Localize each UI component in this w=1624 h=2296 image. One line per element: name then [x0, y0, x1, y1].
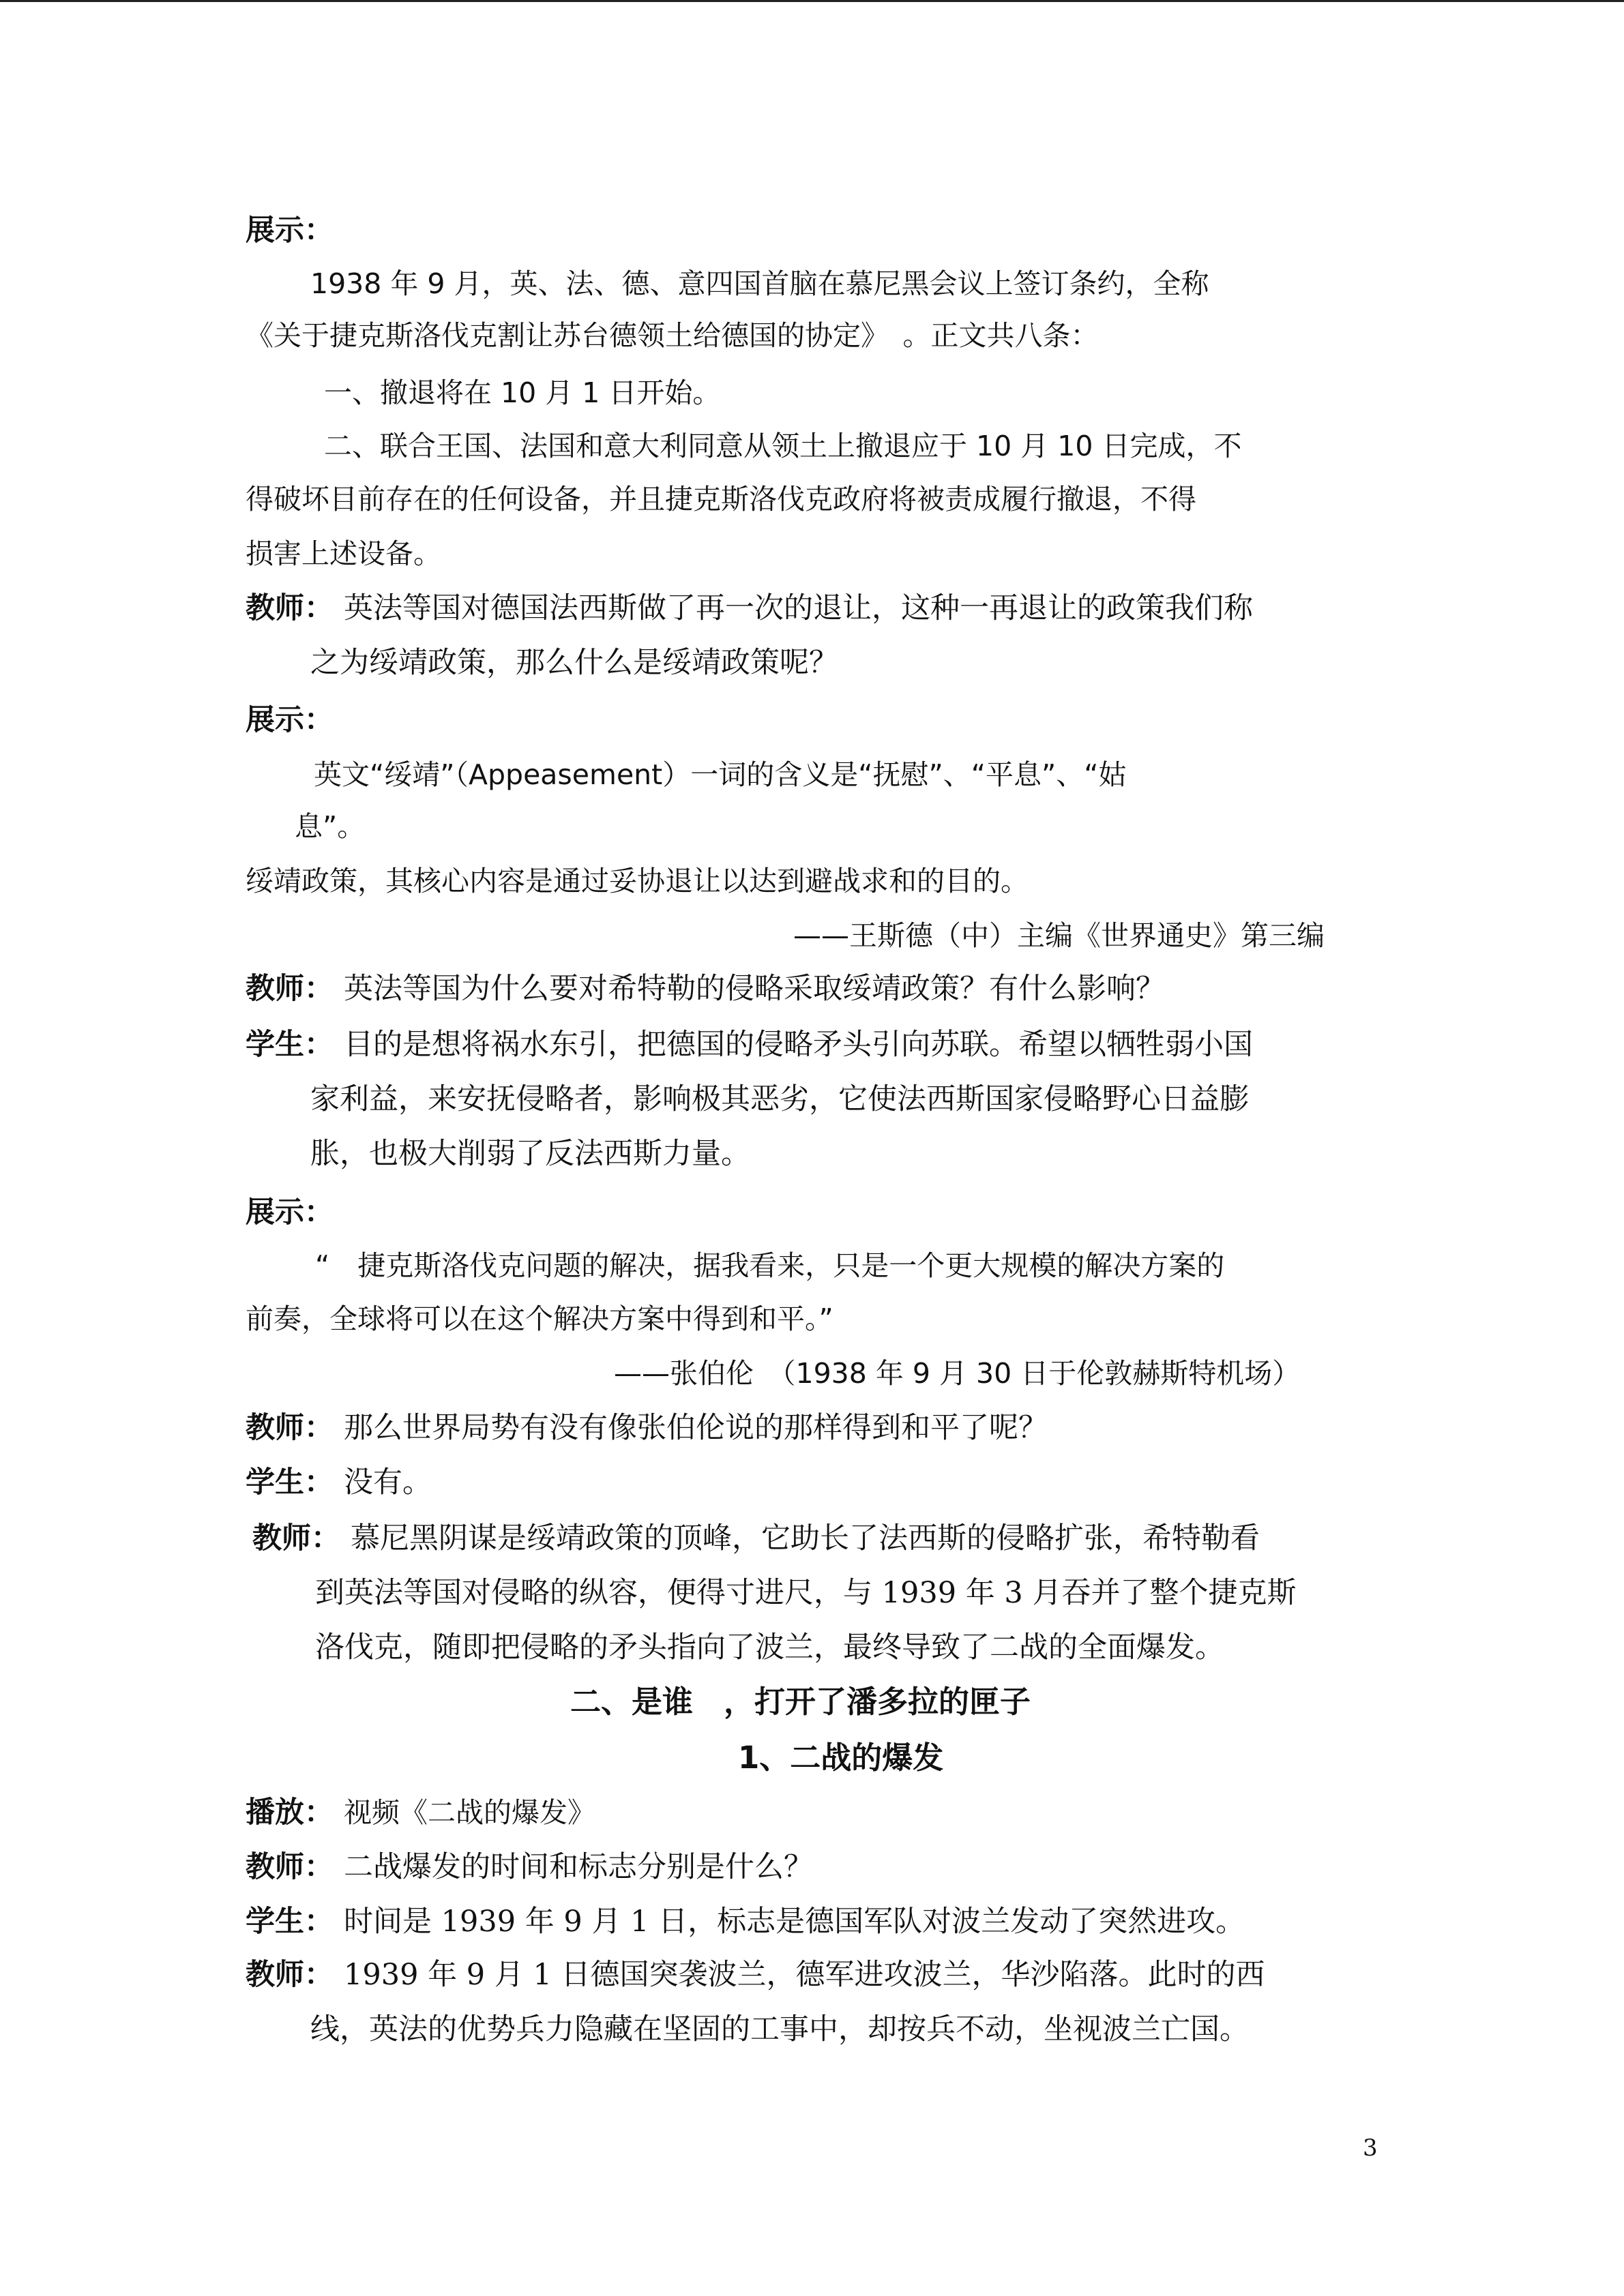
teacher4-line-3: 洛伐克，随即把侵略的矛头指向了波兰，最终导致了二战的全面爆发。 — [315, 1630, 1224, 1665]
student3-line-1: 时间是 1939 年 9 月 1 日，标志是德国军队对波兰发动了突然进攻。 — [344, 1905, 1245, 1939]
show2-line-2: 息”。 — [295, 810, 366, 843]
play-label: 播放： — [246, 1795, 334, 1830]
show2-line-3: 绥靖政策，其核心内容是通过妥协退让以达到避战求和的目的。 — [246, 865, 1029, 897]
student-label-3: 学生： — [246, 1905, 334, 1939]
show3-source: ——张伯伦 （1938 年 9 月 30 日于伦敦赫斯特机场） — [614, 1357, 1301, 1390]
show1-line-3: 一、撤退将在 10 月 1 日开始。 — [324, 376, 721, 409]
teacher5-line-1: 二战爆发的时间和标志分别是什么？ — [344, 1850, 813, 1884]
student-label-2: 学生： — [246, 1465, 334, 1500]
teacher-label-2: 教师： — [246, 972, 334, 1006]
page-number: 3 — [1363, 2134, 1378, 2162]
show-label-2: 展示： — [246, 703, 334, 737]
teacher-label-5: 教师： — [246, 1850, 334, 1884]
top-border — [0, 0, 1624, 2]
show2-line-1: 英文“绥靖”（Appeasement）一词的含义是“抚慰”、“平息”、“姑 — [314, 758, 1127, 791]
student-label-1: 学生： — [246, 1028, 334, 1062]
show1-line-1: 1938 年 9 月，英、法、德、意四国首脑在慕尼黑会议上签订条约，全称 — [310, 267, 1209, 300]
student2-line-1: 没有。 — [344, 1465, 432, 1500]
teacher4-line-1: 慕尼黑阴谋是绥靖政策的顶峰，它助长了法西斯的侵略扩张，希特勒看 — [351, 1521, 1260, 1555]
student1-line-1: 目的是想将祸水东引，把德国的侵略矛头引向苏联。希望以牺牲弱小国 — [344, 1028, 1253, 1062]
section-title: 二、是谁 ，打开了潘多拉的匣子 — [570, 1684, 1031, 1720]
teacher2-line-1: 英法等国为什么要对希特勒的侵略采取绥靖政策？有什么影响？ — [344, 972, 1165, 1006]
show3-line-1: “ 捷克斯洛伐克问题的解决，据我看来，只是一个更大规模的解决方案的 — [315, 1249, 1225, 1282]
play-line-1: 视频《二战的爆发》 — [344, 1796, 595, 1829]
section-subtitle: 1、二战的爆发 — [738, 1740, 944, 1776]
teacher3-line-1: 那么世界局势有没有像张伯伦说的那样得到和平了呢？ — [344, 1411, 1048, 1445]
teacher6-line-1: 1939 年 9 月 1 日德国突袭波兰，德军进攻波兰，华沙陷落。此时的西 — [344, 1958, 1265, 1992]
teacher6-line-2: 线，英法的优势兵力隐藏在坚固的工事中，却按兵不动，坐视波兰亡国。 — [310, 2012, 1249, 2046]
show1-line-2: 《关于捷克斯洛伐克割让苏台德领土给德国的协定》 。正文共八条： — [246, 319, 1099, 352]
student1-line-2: 家利益，来安抚侵略者，影响极其恶劣，它使法西斯国家侵略野心日益膨 — [310, 1082, 1249, 1116]
teacher4-line-2: 到英法等国对侵略的纵容，便得寸进尺，与 1939 年 3 月吞并了整个捷克斯 — [315, 1576, 1297, 1610]
show2-source: ——王斯德（中）主编《世界通史》第三编 — [793, 919, 1325, 952]
show-label-3: 展示： — [246, 1195, 334, 1229]
teacher-label-4: 教师： — [252, 1521, 340, 1555]
teacher-label-6: 教师： — [246, 1958, 334, 1992]
show3-line-2: 前奏，全球将可以在这个解决方案中得到和平。” — [246, 1302, 833, 1335]
show1-line-6: 损害上述设备。 — [246, 537, 441, 570]
teacher1-line-1: 英法等国对德国法西斯做了再一次的退让，这种一再退让的政策我们称 — [344, 591, 1253, 625]
teacher-label-1: 教师： — [246, 591, 334, 625]
teacher1-line-2: 之为绥靖政策，那么什么是绥靖政策呢？ — [310, 646, 838, 680]
teacher-label-3: 教师： — [246, 1411, 334, 1445]
show-label-1: 展示： — [246, 213, 334, 248]
show1-line-5: 得破坏目前存在的任何设备，并且捷克斯洛伐克政府将被责成履行撤退，不得 — [246, 483, 1196, 516]
show1-line-4: 二、联合王国、法国和意大利同意从领土上撤退应于 10 月 10 日完成，不 — [324, 430, 1242, 462]
student1-line-3: 胀，也极大削弱了反法西斯力量。 — [310, 1137, 750, 1171]
